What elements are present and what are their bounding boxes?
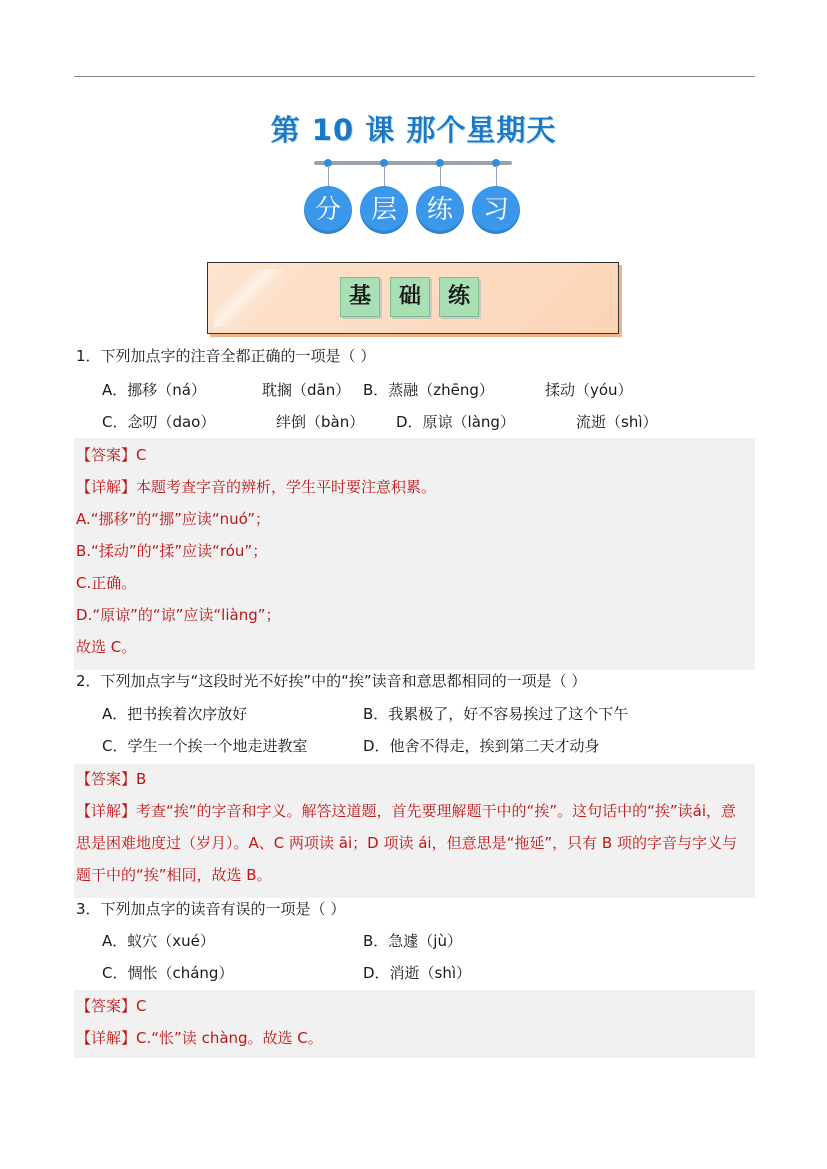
- q1-detail-line-5: D.“原谅”的“谅”应读“liàng”；: [76, 606, 281, 624]
- decor-stem: [328, 165, 329, 187]
- detail-text: 本题考查字音的辨析，学生平时要注意积累。: [136, 478, 437, 496]
- q3-option-d: D．消逝（shì）: [363, 964, 472, 982]
- detail-tag: 【详解】: [76, 478, 137, 496]
- q2-option-b: B．我累极了，好不容易挨过了这个下午: [363, 705, 629, 723]
- answer-tag: 【答案】: [76, 997, 137, 1015]
- q1-detail-line-1: [76, 477, 436, 497]
- answer-value: C: [136, 446, 147, 464]
- q3-detail: [76, 1028, 323, 1048]
- subtitle-char: 分: [304, 186, 352, 234]
- q3-option-c: C．惆怅（cháng）: [102, 964, 234, 982]
- question-3-stem: 3．下列加点字的读音有误的一项是（ ）: [76, 900, 346, 918]
- q1-option-a-extra: 耽搁（dān）: [262, 381, 351, 399]
- decor-stem: [496, 165, 497, 187]
- q2-answer: [76, 769, 146, 789]
- q1-option-d: D．原谅（làng）: [396, 413, 515, 431]
- title-decor-bar: [314, 161, 512, 165]
- q1-option-b-extra: 揉动（yóu）: [545, 381, 633, 399]
- subtitle-char: 层: [360, 186, 408, 234]
- subtitle-char: 习: [472, 186, 520, 234]
- q1-detail-line-4: C.正确。: [76, 574, 137, 592]
- q1-option-c: C．念叨（dao）: [102, 413, 216, 431]
- decor-stem: [384, 165, 385, 187]
- answer-tag: 【答案】: [76, 770, 137, 788]
- q1-option-d-extra: 流逝（shì）: [576, 413, 658, 431]
- subtitle-char: 练: [416, 186, 464, 234]
- question-2-stem: 2．下列加点字与“这段时光不好挨”中的“挨”读音和意思都相同的一项是（ ）: [76, 672, 587, 690]
- q2-option-d: D．他舍不得走，挨到第二天才动身: [363, 737, 600, 755]
- q1-answer: [76, 445, 147, 465]
- answer-value: C: [136, 997, 147, 1015]
- q2-option-a: A．把书挨着次序放好: [102, 705, 248, 723]
- section-char: 础: [390, 277, 430, 317]
- top-rule: [74, 76, 755, 77]
- section-char: 练: [439, 277, 479, 317]
- detail-tag: 【详解】: [76, 802, 137, 820]
- q1-option-a: A．挪移（ná）: [102, 381, 206, 399]
- banner-stripe: [214, 269, 284, 327]
- q2-detail: [76, 795, 748, 891]
- lesson-title: 第 10 课 那个星期天: [270, 113, 557, 147]
- q2-option-c: C．学生一个挨一个地走进教室: [102, 737, 308, 755]
- question-1-stem: 1．下列加点字的注音全都正确的一项是（ ）: [76, 347, 376, 365]
- q3-option-a: A．蚁穴（xué）: [102, 932, 215, 950]
- section-char: 基: [340, 277, 380, 317]
- q1-option-c-extra: 绊倒（bàn）: [276, 413, 365, 431]
- section-banner: [207, 262, 619, 334]
- q3-option-b: B．急遽（jù）: [363, 932, 462, 950]
- answer-tag: 【答案】: [76, 446, 137, 464]
- decor-stem: [440, 165, 441, 187]
- q1-detail-line-2: A.“挪移”的“挪”应读“nuó”；: [76, 510, 271, 528]
- detail-tag: 【详解】: [76, 1029, 137, 1047]
- answer-value: B: [136, 770, 147, 788]
- detail-text: 考查“挨”的字音和字义。解答这道题，首先要理解题干中的“挨”。这句话中的“挨”读ái，意思是困难地度过（岁月）。A、C 两项读 āi；D 项读 ái，但意思是“拖延”，只有 B 项的字音与字义与题干中的“挨”相同，故选 B。: [76, 802, 737, 884]
- q1-detail-line-3: B.“揉动”的“揉”应读“róu”；: [76, 542, 268, 560]
- detail-text: C.“怅”读 chàng。故选 C。: [136, 1029, 323, 1047]
- q3-answer: [76, 996, 147, 1016]
- q1-detail-line-6: 故选 C。: [76, 638, 137, 656]
- q1-option-b: B．蒸融（zhēng）: [363, 381, 494, 399]
